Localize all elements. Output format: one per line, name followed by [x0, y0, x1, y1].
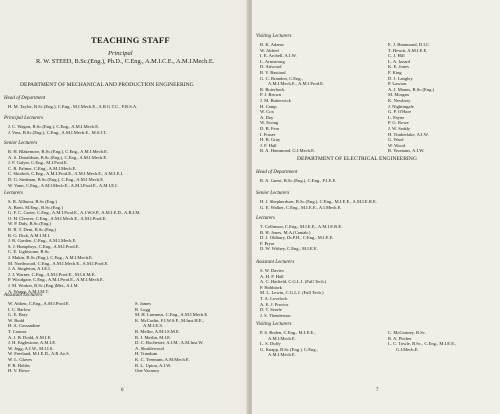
staff-entry: W. Ewing	[260, 120, 279, 126]
staff-entry: A. J. B. Dodd, A.M.I.E.	[8, 334, 52, 340]
section-heading: Visiting Lecturers	[256, 34, 292, 39]
staff-entry: G. E. Bray	[8, 312, 28, 318]
staff-entry: R. J. Merlin, M.I.E.	[135, 334, 172, 340]
staff-entry: D. W. Withey, C.Eng., M.I.E.E.	[260, 246, 318, 252]
staff-entry: T. A. Lovelock	[260, 296, 288, 301]
staff-entry: C. R. Palmer, C.Eng., A.M.I.Mech.E.	[8, 165, 77, 171]
staff-entry: B. H. Jones, M.A.(Cantab.)	[260, 229, 311, 235]
staff-entry: E. J. Hammond, D.I.C.	[388, 42, 431, 47]
staff-entry: K. E. Jones	[388, 64, 409, 70]
staff-entry: J. W. Soddy	[388, 126, 410, 131]
staff-entry: T. Hewitt, A.M.I.E.E.	[388, 47, 428, 53]
staff-entry: R. H. Blakemore, B.Sc.(Eng.), C.Eng., A.M.I.Mech.E.	[8, 149, 109, 154]
staff-entry: R. A. Guest, B.Sc.(Eng.), C.Eng., F.I.E.E.	[260, 178, 337, 183]
section-heading: Head of Department	[256, 170, 298, 175]
staff-entry: J. R. Gordon, C.Eng., A.M.I.Mech.E.	[8, 238, 77, 244]
staff-entry: L. Payne	[388, 114, 405, 120]
staff-entry: H. A. Cassandine	[8, 323, 40, 329]
staff-entry: J. C. Wagon, B.Sc.(Eng.), C.Eng., A.M.I.Mech.E.	[8, 124, 100, 129]
staff-entry: T. Collinson, C.Eng., M.I.E.E., A.M.I.E.R.E.	[260, 224, 343, 229]
staff-entry: A.M.I.E.S.	[143, 323, 164, 329]
page-title: TEACHING STAFF	[91, 35, 170, 45]
principal-name: R. W. STEED, B.Sc.(Eng.), Ph.D., C.Eng., A.M.I.C.E., A.M.I.Mech.E.	[36, 58, 215, 65]
staff-entry: D. G. Stedman, B.Sc.(Eng.), C.Eng., A.M.I.Mech.E.	[8, 177, 105, 182]
staff-entry: R. R. T. Dent, B.Sc.(Eng.)	[8, 227, 57, 232]
staff-entry: M. H. Lummus, C.Eng., A.M.I.Mech.E.	[135, 312, 209, 318]
staff-entry: M. L. Lewin, C.G.L.I. (Full Tech.)	[260, 290, 324, 296]
staff-entry: A.M.I.Mech.E.	[268, 352, 296, 358]
staff-entry: F. King	[388, 70, 402, 75]
staff-entry: J. M. Butterwick	[260, 98, 291, 103]
staff-entry: H. V. Howe	[8, 368, 30, 374]
section-heading: Head of Department	[4, 96, 46, 101]
staff-entry: W. L. Glaves	[8, 357, 33, 362]
staff-entry: J. F. Galyer, C.Eng., M.I.Prod.E.	[8, 160, 68, 166]
staff-entry: J. J. Warner, C.Eng., A.M.I.Prod.E., M.I.S.M.E.	[8, 271, 96, 277]
staff-entry: R. A. Pitcher	[388, 335, 412, 341]
section-heading: Lecturers	[4, 191, 23, 196]
staff-entry: S. W. Davies	[260, 268, 284, 273]
staff-entry: K. Newbery	[388, 98, 411, 103]
staff-entry: P. Woodgate, C.Eng., A.M.I.Prod.E., A.M.I.Mech.E.	[8, 277, 105, 283]
page-number: 7	[376, 388, 379, 393]
staff-entry: L. C. Towle, B.Sc., C.Eng., M.I.E.E.,	[388, 341, 457, 347]
staff-entry: T. Connor	[8, 329, 27, 334]
staff-entry: G. C. Brandon, C.Eng.,	[260, 75, 304, 81]
staff-entry: P. Lawton	[388, 81, 407, 87]
staff-entry: J. M. Worker, B.Sc.(Eng.)Met., A.I.M.	[8, 283, 79, 288]
principal-heading: Principal	[108, 50, 133, 57]
staff-entry: R. V. Bastiard	[260, 70, 286, 75]
staff-entry: A.M.I.Mech.E., A.M.I.Prod.E.	[268, 81, 325, 87]
staff-entry: I. C. Barlow	[8, 306, 31, 312]
staff-entry: S. R. Allhurst, B.Sc.(Eng.)	[8, 199, 57, 204]
section-heading: Visiting Lecturers	[256, 322, 292, 327]
staff-entry: J. Vass, B.Sc.(Eng.), C.Eng., A.M.I.Mech.E., M.S.I.T.	[8, 129, 107, 135]
staff-entry: A. H. P. Hall	[260, 273, 284, 279]
staff-entry: P. G. Rowe	[388, 120, 409, 126]
staff-entry: W. Wood	[388, 142, 405, 148]
staff-entry: H. J. Shepherdson, B.Sc.(Eng.), C.Eng., M.I.E.E., A.M.I.E.R.E.	[260, 199, 378, 204]
staff-entry: G. F. C. Carter, C.Eng., A.M.I.Prod.E., A.I.W.S.P., A.M.I.E.D., A.B.I.M.	[8, 210, 141, 216]
staff-entry: W. Aldred	[260, 47, 279, 53]
staff-entry: R. Yeomans, A.I.W.	[388, 148, 425, 154]
staff-entry: K. C. Trennum, A.M.Mech.E.	[135, 357, 190, 362]
staff-entry: D. C. Rochester, A.I.M., A.M.Inst.W.	[135, 340, 204, 346]
staff-entry: W. Budd	[8, 317, 25, 323]
section-heading: Principal Lecturers	[4, 116, 44, 121]
staff-entry: D. B. Fear	[260, 126, 280, 131]
staff-entry: G. P. O'Hare	[388, 109, 412, 115]
staff-entry: R. Boterhock	[260, 86, 285, 92]
staff-entry: S. J. Humphrys, C.Eng., A.M.I.Prod.E.	[8, 243, 80, 249]
staff-entry: J. Nightingale	[388, 103, 414, 109]
staff-entry: G. E. Walker, C.Eng., M.I.E.E., A.I.Mech.E.	[260, 204, 342, 210]
staff-entry: B. A. Hammond, G.I.Mech.E.	[260, 148, 316, 154]
staff-entry: J. S. Thenderson	[260, 312, 291, 318]
staff-entry: One Vacancy	[135, 368, 160, 374]
staff-entry: H. Trandum	[135, 351, 158, 357]
right-page	[252, 0, 500, 414]
staff-entry: P. J. Brown	[260, 92, 281, 98]
staff-entry: H. Camp	[260, 103, 277, 109]
staff-entry: A. Brett, M.Eng., B.Sc.(Eng.)	[8, 204, 63, 210]
staff-entry: W. Vann, C.Eng., A.M.I.Mech.E., A.M.I.Prod.E., A.M.I.E.I.	[8, 182, 118, 188]
staff-entry: R. Lugg	[135, 306, 151, 312]
staff-entry: H. B. Gray	[260, 137, 281, 143]
staff-entry: D. Attwood	[260, 64, 282, 70]
department-heading: DEPARTMENT OF ELECTRICAL ENGINEERING	[297, 156, 417, 162]
staff-entry: C. Shotbolt, C.Eng., A.M.I.Prod.E., A.M.I.Mech.E., A.M.I.E.I.	[8, 171, 124, 177]
staff-entry: J. Makin, B.Sc.(Eng.), C.Eng., A.M.I.Mech.E.	[8, 255, 93, 260]
staff-entry: I. E. Archell, A.I.W.	[260, 53, 297, 59]
staff-entry: M. Morgan	[388, 92, 409, 98]
staff-entry: A. J. Manns, B.Sc.(Eng.)	[388, 86, 435, 92]
staff-entry: S. James	[135, 301, 152, 306]
staff-entry: I. Fraser	[260, 131, 276, 137]
staff-entry: A. Wragg, A.M.I.M.T.	[8, 288, 50, 294]
staff-entry: A. C. Hatfield, C.G.L.I. (Full Tech.)	[260, 279, 327, 285]
staff-entry: R. L. Upton, A.I.W.	[135, 362, 172, 368]
staff-entry: D. J. Langley	[388, 75, 413, 81]
staff-entry: A. Shuttlewood	[135, 345, 164, 351]
staff-entry: W. Cox	[260, 109, 274, 115]
staff-entry: P. S. Boden, C.Eng., M.I.E.E.,	[260, 330, 316, 335]
staff-entry: G. Ward	[388, 137, 404, 143]
staff-entry: A. S. Donaldson, B.Sc.(Eng.), C.Eng., A.M.I.Mech.E.	[8, 154, 108, 160]
staff-entry: J. F. Hall	[260, 142, 277, 148]
staff-entry: F. Pryor	[260, 240, 275, 246]
section-heading: Senior Lecturers	[4, 141, 38, 146]
staff-entry: L. Armstrong	[260, 58, 285, 64]
staff-entry: J. A. Singleton, A.I.E.I.	[8, 266, 51, 272]
section-heading: Lecturers	[256, 216, 275, 221]
staff-entry: C. McCartney, B.Sc.	[388, 330, 426, 335]
section-heading: Assistant Lecturers	[4, 293, 43, 298]
staff-entry: W. Jegg, A.I.W., M.I.I.S.	[8, 345, 54, 351]
staff-entry: A.M.I.Mech.E.	[268, 335, 296, 341]
staff-entry: B. Mellor, A.M.I.S.M.E.	[135, 329, 180, 334]
staff-entry: L. S. Duffy	[260, 341, 281, 347]
staff-entry: L. A. Izzard	[388, 58, 410, 64]
staff-entry: G. Knapp, B.Sc.(Eng.), C.Eng.,	[260, 346, 318, 352]
staff-entry: C. J. Hill	[388, 53, 405, 59]
section-heading: Senior Lecturers	[256, 191, 290, 196]
left-page	[0, 0, 248, 414]
staff-entry: W. P. Daly, B.Sc.(Eng.)	[8, 221, 52, 227]
staff-entry: C. E. Lightstone, B.Sc.	[8, 249, 51, 255]
staff-entry: D. J. Oldbury, Dr.P.H., C.Eng., M.I.E.E.	[260, 235, 334, 241]
staff-entry: D. T. Searle	[260, 307, 282, 313]
staff-entry: P. Hobbiork	[260, 284, 282, 290]
staff-entry: G.I.Mech.E.	[396, 346, 419, 352]
page-number: 6	[121, 388, 124, 393]
staff-entry: W. Freeland, M.I.E.D., A.R.Ae.S.	[8, 351, 70, 357]
staff-entry: O. H. Cleaver, C.Eng., A.M.I.Mech.E., A.M.I.Prod.E.	[8, 215, 107, 221]
department-heading: DEPARTMENT OF MECHANICAL AND PRODUCTION ENGINEERING	[20, 82, 194, 88]
staff-entry: H. M. Taylor, B.Sc.(Eng.), C.Eng., M.I.Mech.E., A.R.G.T.C., F.R.S.A.	[8, 104, 138, 109]
staff-entry: A. Day	[260, 114, 274, 120]
staff-entry: W. Aitken, C.Eng., A.M.I.Prod.E.	[8, 301, 70, 306]
staff-entry: H. Timberlake, A.I.W.	[388, 131, 429, 137]
staff-entry: M. Northwood, C.Eng., A.M.I.Mech.E., A.M.I.Prod.E.	[8, 260, 109, 266]
staff-entry: K. McCaslin, F.I.W.S.P., M.Inst.H.E.,	[135, 317, 204, 323]
staff-entry: R. G. Dick, A.M.I.M.I.	[8, 232, 51, 238]
staff-entry: B. K. Adams	[260, 42, 284, 47]
section-heading: Assistant Lecturers	[256, 260, 295, 265]
staff-entry: P. R. Hobbs	[8, 362, 30, 368]
staff-entry: A. E. J. Proctor	[260, 301, 289, 307]
staff-entry: J. H. Eaglestone, A.M.I.E.	[8, 340, 57, 346]
